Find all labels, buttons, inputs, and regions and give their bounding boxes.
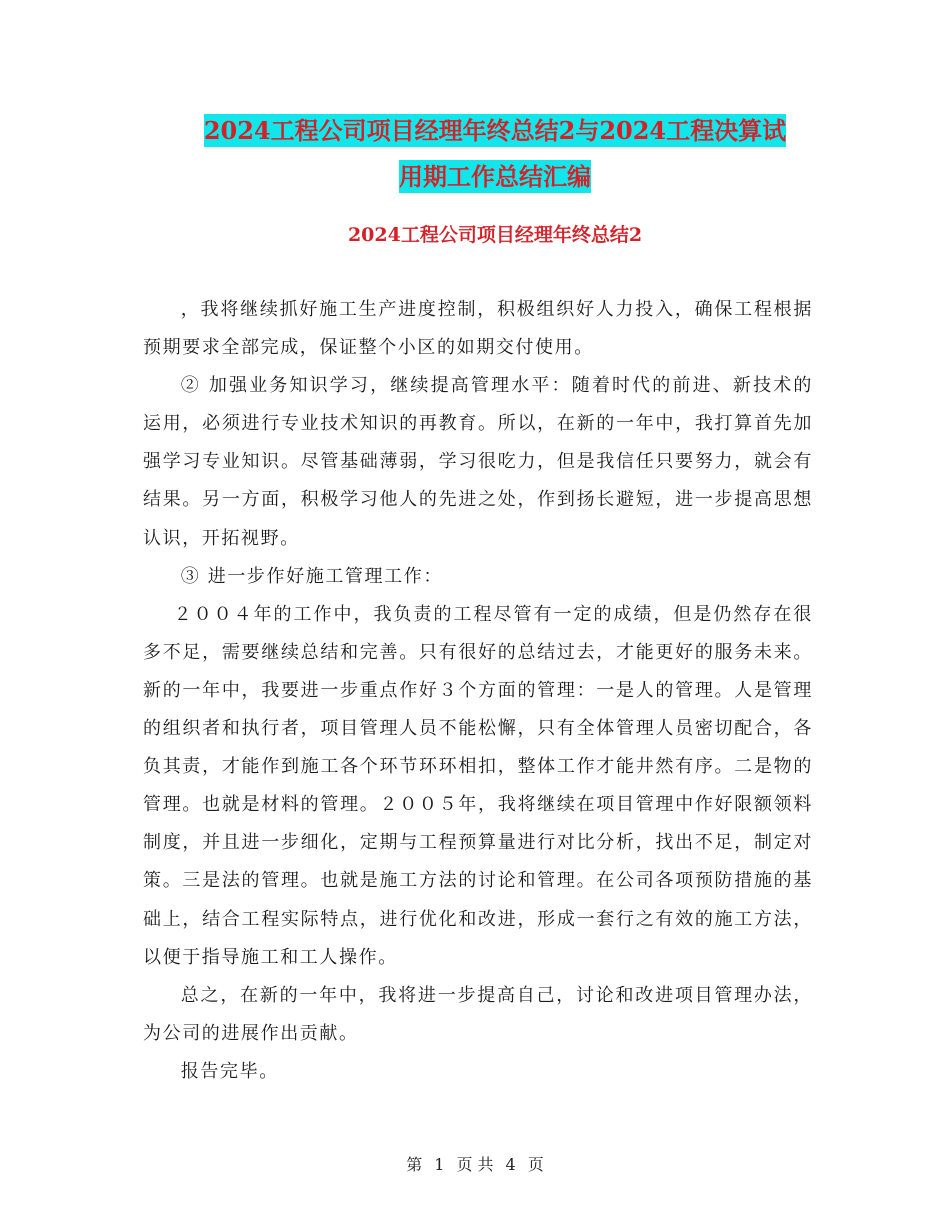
page-label-mid: 页 共 (456, 1155, 494, 1174)
paragraph: ２００４年的工作中，我负责的工程尽管有一定的成绩，但是仍然存在很多不足，需要继续总结和完善。只有很好的总结过去，才能更好的服务未来。新的一年中，我要进一步重点作好３个方面的管理：一是人的管理。人是管理的组织者和执行者，项目管理人员不能松懈，只有全体管理人员密切配合，各负其责，才能作到施工各个环节环环相扣，整体工作才能井然有序。二是物的管理。也就是材料的管理。２００５年，我将继续在项目管理中作好限额领料制度，并且进一步细化，定期与工程预算量进行对比分析，找出不足，制定对策。三是法的管理。也就是施工方法的讨论和管理。在公司各项预防措施的基础上，结合工程实际特点，进行优化和改进，形成一套行之有效的施工方法，以便于指导施工和工人操作。 (143, 603, 813, 968)
page-current: 1 (434, 1155, 445, 1174)
paragraph: ，我将继续抓好施工生产进度控制，积极组织好人力投入，确保工程根据预期要求全部完成，保证整个小区的如期交付使用。 (143, 299, 813, 359)
paragraph: ② 加强业务知识学习，继续提高管理水平：随着时代的前进、新技术的运用，必须进行专业技术知识的再教育。所以，在新的一年中，我打算首先加强学习专业知识。尽管基础薄弱，学习很吃力，但是我信任只要努力，就会有结果。另一方面，积极学习他人的先进之处，作到扬长避短，进一步提高思想认识，开拓视野。 (143, 375, 813, 549)
title-line-1: 2024工程公司项目经理年终总结2与2024工程决算试 (203, 116, 787, 145)
page-label-prefix: 第 (406, 1155, 423, 1174)
page-label-suffix: 页 (527, 1155, 544, 1174)
section-title: 2024工程公司项目经理年终总结2 (347, 224, 643, 246)
body-text (143, 291, 813, 1091)
document-title (140, 108, 850, 200)
page-total: 4 (505, 1155, 516, 1174)
page-footer (0, 1152, 950, 1175)
paragraph: 总之，在新的一年中，我将进一步提高自己，讨论和改进项目管理办法，为公司的进展作出贡献。 (143, 984, 813, 1044)
paragraph: ③ 进一步作好施工管理工作： (180, 565, 443, 587)
paragraph: 报告完毕。 (180, 1060, 279, 1082)
title-line-2: 用期工作总结汇编 (399, 162, 591, 191)
